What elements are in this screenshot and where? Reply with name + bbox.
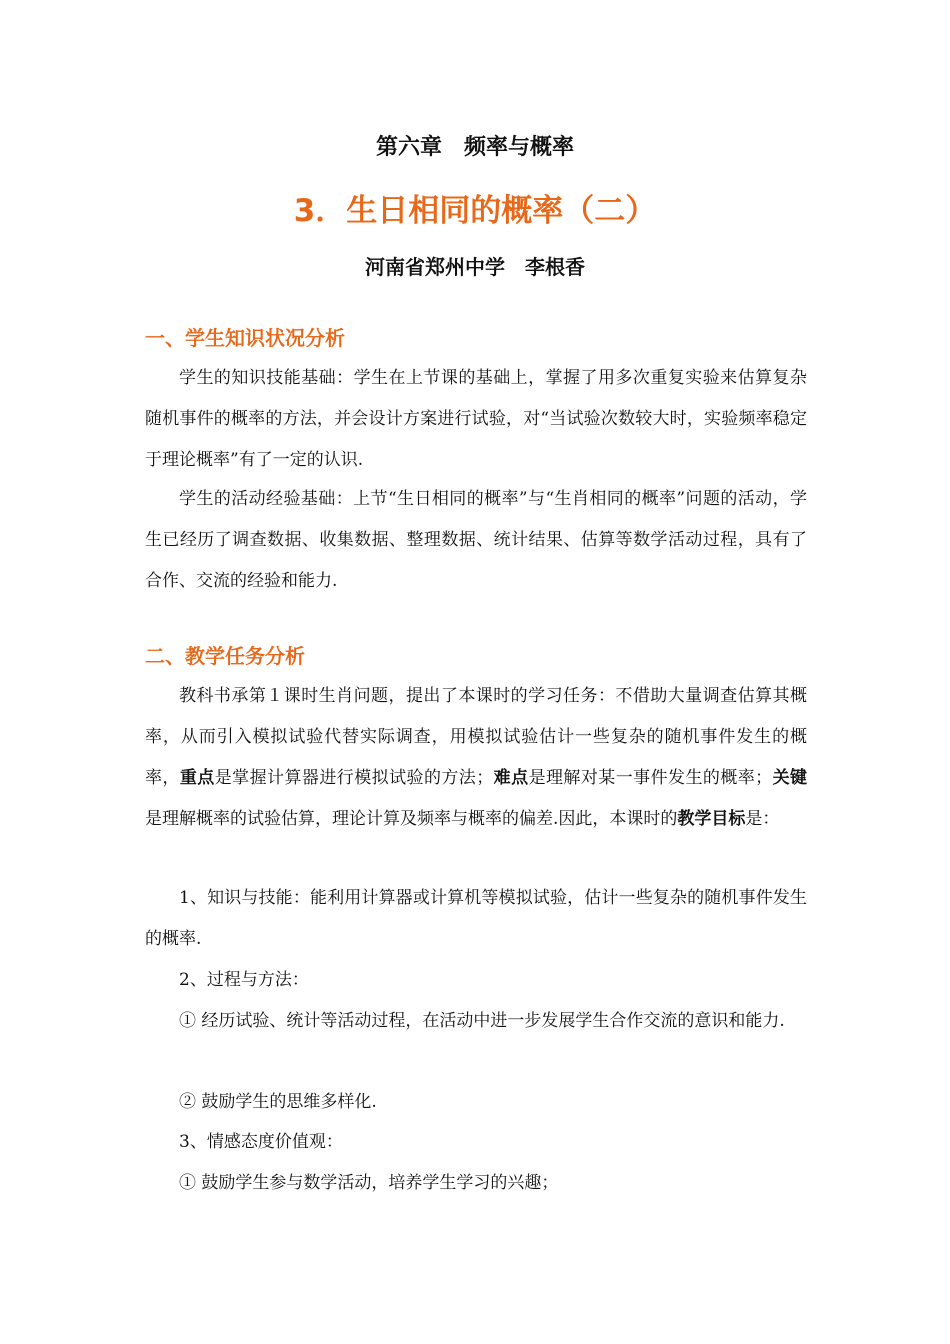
bold-term-difficulty: 难点 [493,768,529,788]
text-run: 是掌握计算器进行模拟试验的方法； [214,768,494,788]
goal-attitude-values: 3、情感态度价值观： [179,1132,343,1152]
goal-attitude-item-1: ① 鼓励学生参与数学活动，培养学生学习的兴趣； [179,1173,559,1193]
paragraph-activity-basis: 学生的活动经验基础：上节“生日相同的概率”与“生肖相同的概率”问题的活动，学生已经历了调查数据、收集数据、整理数据、统计结果、估算等数学活动过程，具有了合作、交流的经验和能力. [145,489,807,591]
paragraph-knowledge-basis: 学生的知识技能基础：学生在上节课的基础上，掌握了用多次重复实验来估算复杂随机事件的概率的方法，并会设计方案进行试验，对“当试验次数较大时，实验频率稳定于理论概率”有了一定的认识. [145,368,807,470]
text-run: 是： [745,809,780,829]
goal-process-item-1: ① 经历试验、统计等活动过程，在活动中进一步发展学生合作交流的意识和能力. [179,1011,785,1031]
author-line: 河南省郑州中学 李根香 [365,255,585,279]
section-heading-task-analysis: 二、教学任务分析 [145,644,305,668]
goal-process-item-2: ② 鼓励学生的思维多样化. [179,1092,377,1112]
goal-process-methods: 2、过程与方法： [179,970,309,990]
chapter-title: 第六章 频率与概率 [375,135,574,160]
bold-term-key: 关键 [772,768,808,788]
paragraph-task-analysis [145,676,807,840]
section-heading-student-analysis: 一、学生知识状况分析 [145,326,345,350]
text-run: 是理解概率的试验估算，理论计算及频率与概率的偏差.因此，本课时的 [145,809,678,829]
lesson-title: 3．生日相同的概率（二） [293,193,657,229]
bold-term-teaching-goals: 教学目标 [677,809,746,829]
goal-knowledge-skills: 1、知识与技能：能利用计算器或计算机等模拟试验，估计一些复杂的随机事件发生的概率. [145,888,807,949]
text-run: 是理解对某一事件发生的概率； [528,768,773,788]
text-run: 教科书承第１课时生肖问题，提出了本课时的学习任务：不借助大量调查估算其概率，从而引入模拟试验代替实际调查，用模拟试验估计一些复杂的随机事件发生的概率， [145,686,807,788]
bold-term-key-point: 重点 [179,768,215,788]
